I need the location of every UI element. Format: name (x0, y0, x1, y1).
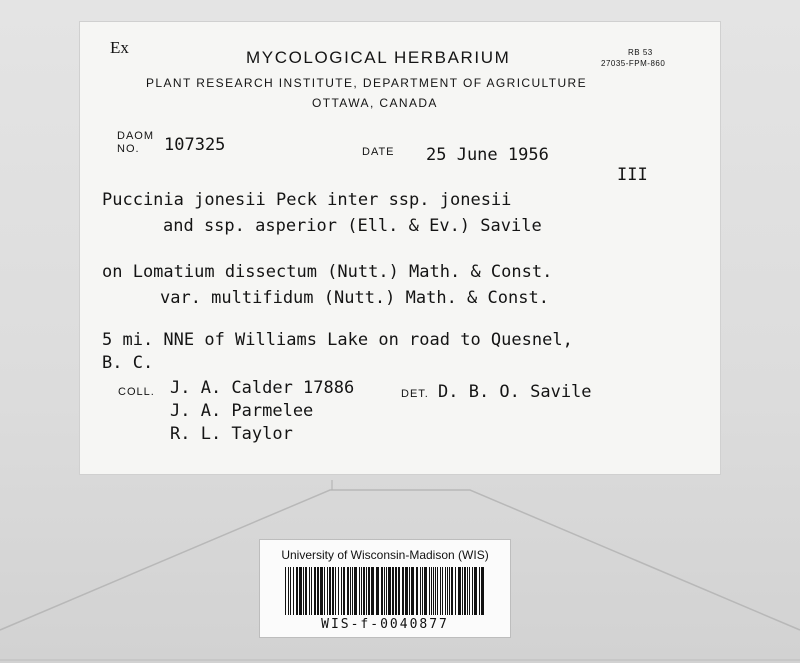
collector-label: COLL. (118, 386, 155, 398)
host-line-1: on Lomatium dissectum (Nutt.) Math. & Const. (102, 262, 553, 282)
roman-numeral: III (617, 165, 648, 185)
institute-location: OTTAWA, CANADA (312, 96, 438, 110)
host-line-2: var. multifidum (Nutt.) Math. & Const. (160, 288, 549, 308)
locality-line-1: 5 mi. NNE of Williams Lake on road to Quesnel, (102, 330, 573, 350)
taxon-line-2: and ssp. asperior (Ell. & Ev.) Savile (163, 216, 542, 236)
daom-label: DAOM (117, 130, 154, 142)
institute-name: PLANT RESEARCH INSTITUTE, DEPARTMENT OF AGRICULTURE (146, 76, 588, 90)
no-label: NO. (117, 143, 140, 155)
accession-number: 107325 (164, 135, 226, 155)
specimen-label (80, 22, 720, 474)
label-code-bottom: 27035-FPM-860 (601, 59, 666, 68)
ex-mark: Ex (110, 38, 129, 57)
collection-date: 25 June 1956 (426, 145, 549, 165)
barcode-label (259, 539, 511, 638)
collector-3: R. L. Taylor (170, 424, 293, 444)
label-code-top: RB 53 (628, 48, 653, 57)
collector-1: J. A. Calder 17886 (170, 378, 355, 398)
date-label: DATE (362, 146, 395, 158)
taxon-line-1: Puccinia jonesii Peck inter ssp. jonesii (102, 190, 512, 210)
barcode-number: WIS-f-0040877 (321, 617, 449, 632)
locality-line-2: B. C. (102, 353, 154, 373)
determiner: D. B. O. Savile (438, 382, 592, 402)
barcode-institution: University of Wisconsin-Madison (WIS) (281, 548, 489, 562)
barcode-icon (285, 567, 485, 615)
collector-2: J. A. Parmelee (170, 401, 314, 421)
determiner-label: DET. (401, 388, 429, 400)
herbarium-title: MYCOLOGICAL HERBARIUM (246, 48, 511, 67)
